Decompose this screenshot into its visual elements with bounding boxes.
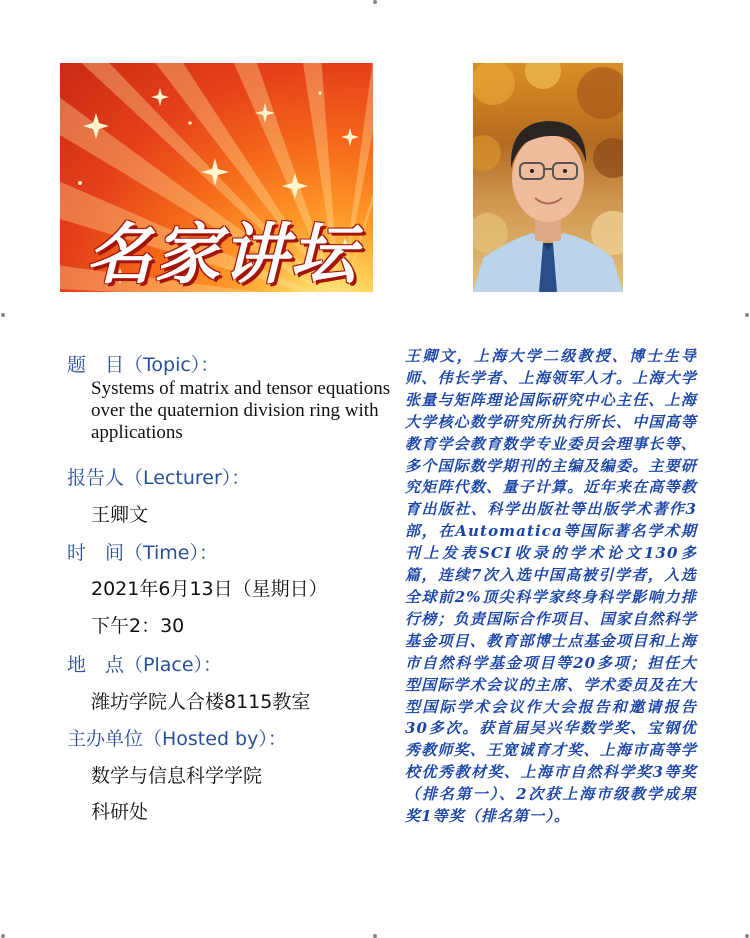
time-value: 下午2：30 [91,615,185,637]
banner-title [86,203,356,292]
banner-char: 坛 [290,214,356,292]
topic-value: Systems of matrix and tensor equations over the quaternion division ring with applications [91,378,391,443]
lecture-banner [60,63,373,292]
lecturer-label: 报告人（Lecturer）： [67,467,251,489]
crop-mark [373,934,377,938]
place-value: 潍坊学院人合楼8115教室 [91,691,311,713]
banner-char: 家 [154,214,220,292]
crop-mark [745,313,749,317]
banner-char: 讲 [222,214,288,292]
banner-char: 名 [86,214,152,292]
crop-mark [373,0,377,4]
place-label: 地 点（Place）： [67,654,223,676]
lecturer-value: 王卿文 [91,504,149,526]
speaker-portrait [473,63,623,292]
crop-mark [745,934,749,938]
speaker-bio: 王卿文，上海大学二级教授、博士生导师、伟长学者、上海领军人才。上海大学张量与矩阵理论国际研究中心主任、上海大学核心数学研究所执行所长、中国高等教育学会教育数学专业委员会理事长等、多个国际数学期刊的主编及编委。主要研究矩阵代数、量子计算。近年来在高等教育出版社、科学出版社等出版学术著作3部，在Automatica等国际著名学术期刊上发表SCI收录的学术论文130多篇，连续7次入选中国高被引学者，入选全球前2%顶尖科学家终身科学影响力排行榜；负责国际合作项目、国家自然科学基金项目、教育部博士点基金项目和上海市自然科学基金项目等20多项；担任大型国际学术会议的主席、学术委员及在大型国际学术会议作大会报告和邀请报告30多次。获首届吴兴华数学奖、宝钢优秀教师奖、王宽诚育才奖、上海市高等学校优秀教材奖、上海市自然科学奖3等奖（排名第一）、2次获上海市级教学成果奖1等奖（排名第一）。 [405,347,697,826]
host-value-1: 数学与信息科学学院 [91,765,263,787]
host-value-2: 科研处 [91,801,149,823]
host-label: 主办单位（Hosted by）： [67,728,287,750]
portrait-illustration [473,63,623,292]
time-label: 时 间（Time）： [67,542,218,564]
crop-mark [1,313,5,317]
date-value: 2021年6月13日（星期日） [91,578,328,600]
topic-label: 题 目（Topic）： [67,354,220,376]
crop-mark [1,934,5,938]
